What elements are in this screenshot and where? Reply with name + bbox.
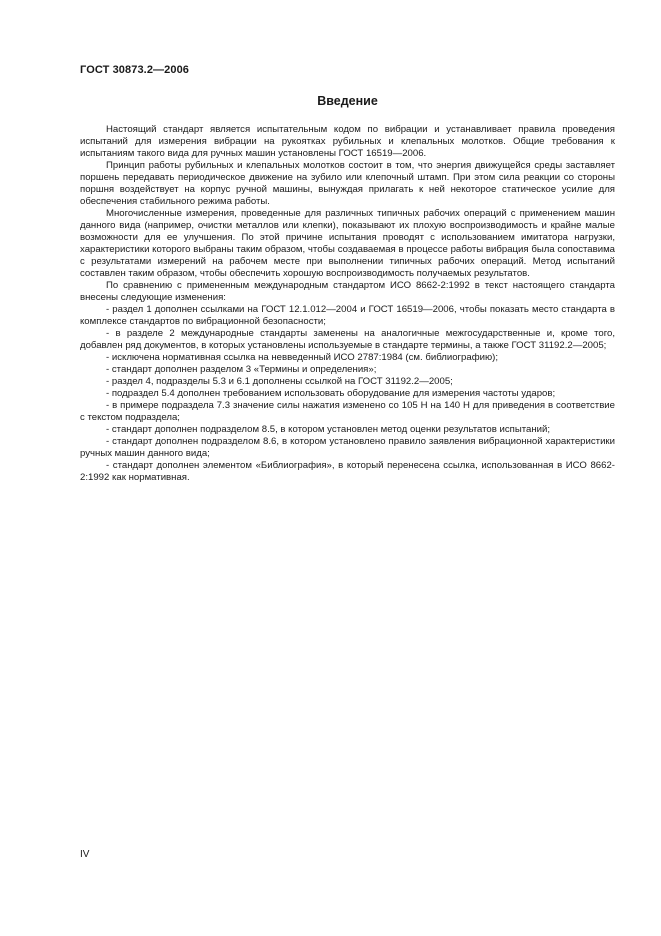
change-item: - в разделе 2 международные стандарты заменены на аналогичные межгосударственные и, кроме того, добавлен ряд документов, в которых установлены используемые в стандарте термины, а также ГОСТ 31192.2—2005; [80, 328, 615, 351]
change-item: - стандарт дополнен разделом 3 «Термины и определения»; [106, 364, 377, 375]
change-item: - подраздел 5.4 дополнен требованием использовать оборудование для измерения частоты ударов; [106, 388, 556, 399]
change-item: - в примере подраздела 7.3 значение силы нажатия изменено со 105 Н на 140 Н для приведения в соответствие с текстом подраздела; [80, 400, 615, 423]
change-item: - стандарт дополнен подразделом 8.5, в котором установлен метод оценки результатов испытаний; [106, 424, 551, 435]
section-title: Введение [317, 94, 378, 108]
change-item: - раздел 1 дополнен ссылками на ГОСТ 12.1.012—2004 и ГОСТ 16519—2006, чтобы показать место стандарта в комплексе стандартов по вибрационной безопасности; [80, 304, 615, 327]
document-body [80, 124, 615, 484]
paragraph-measurements: Многочисленные измерения, проведенные для различных типичных рабочих операций с применением машин данного вида (например, очистки металлов или клепки), показывают их плохую воспроизводимость и крайне малые возможности для ее улучшения. По этой причине испытания проводят с использованием имитатора нагрузки, характеристики которого выбраны таким образом, чтобы создаваемая в процессе работы вибрация была сопоставима с результатами измерений на рабочем месте при выполнении типичных рабочих операций. Метод испытаний составлен таким образом, чтобы обеспечить хорошую воспроизводимость получаемых результатов. [80, 208, 615, 279]
page-number: IV [80, 849, 90, 860]
paragraph-principle: Принцип работы рубильных и клепальных молотков состоит в том, что энергия движущейся среды заставляет поршень передавать периодическое движение на зубило или клепочный штамп. При этом сила реакции со стороны поршня воздействует на корпус ручной машины, вынуждая прилагать к ней некоторое статическое усилие для обеспечения стабильного режима работы. [80, 160, 615, 207]
paragraph-scope: Настоящий стандарт является испытательным кодом по вибрации и устанавливает правила проведения испытаний для измерения вибрации на рукоятках рубильных и клепальных молотков. Общие требования к испытаниям такого вида для ручных машин установлены ГОСТ 16519—2006. [80, 124, 615, 159]
change-item: - раздел 4, подразделы 5.3 и 6.1 дополнены ссылкой на ГОСТ 31192.2—2005; [106, 376, 453, 387]
change-item: - исключена нормативная ссылка на невведенный ИСО 2787:1984 (см. библиографию); [106, 352, 499, 363]
change-item: - стандарт дополнен подразделом 8.6, в котором установлено правило заявления вибрационной характеристики ручных машин данного вида; [80, 436, 615, 459]
paragraph-changes-intro: По сравнению с примененным международным стандартом ИСО 8662-2:1992 в текст настоящего стандарта внесены следующие изменения: [80, 280, 615, 303]
change-item: - стандарт дополнен элементом «Библиография», в который перенесена ссылка, использованная в ИСО 8662-2:1992 как нормативная. [80, 460, 615, 483]
document-code: ГОСТ 30873.2—2006 [80, 64, 190, 76]
